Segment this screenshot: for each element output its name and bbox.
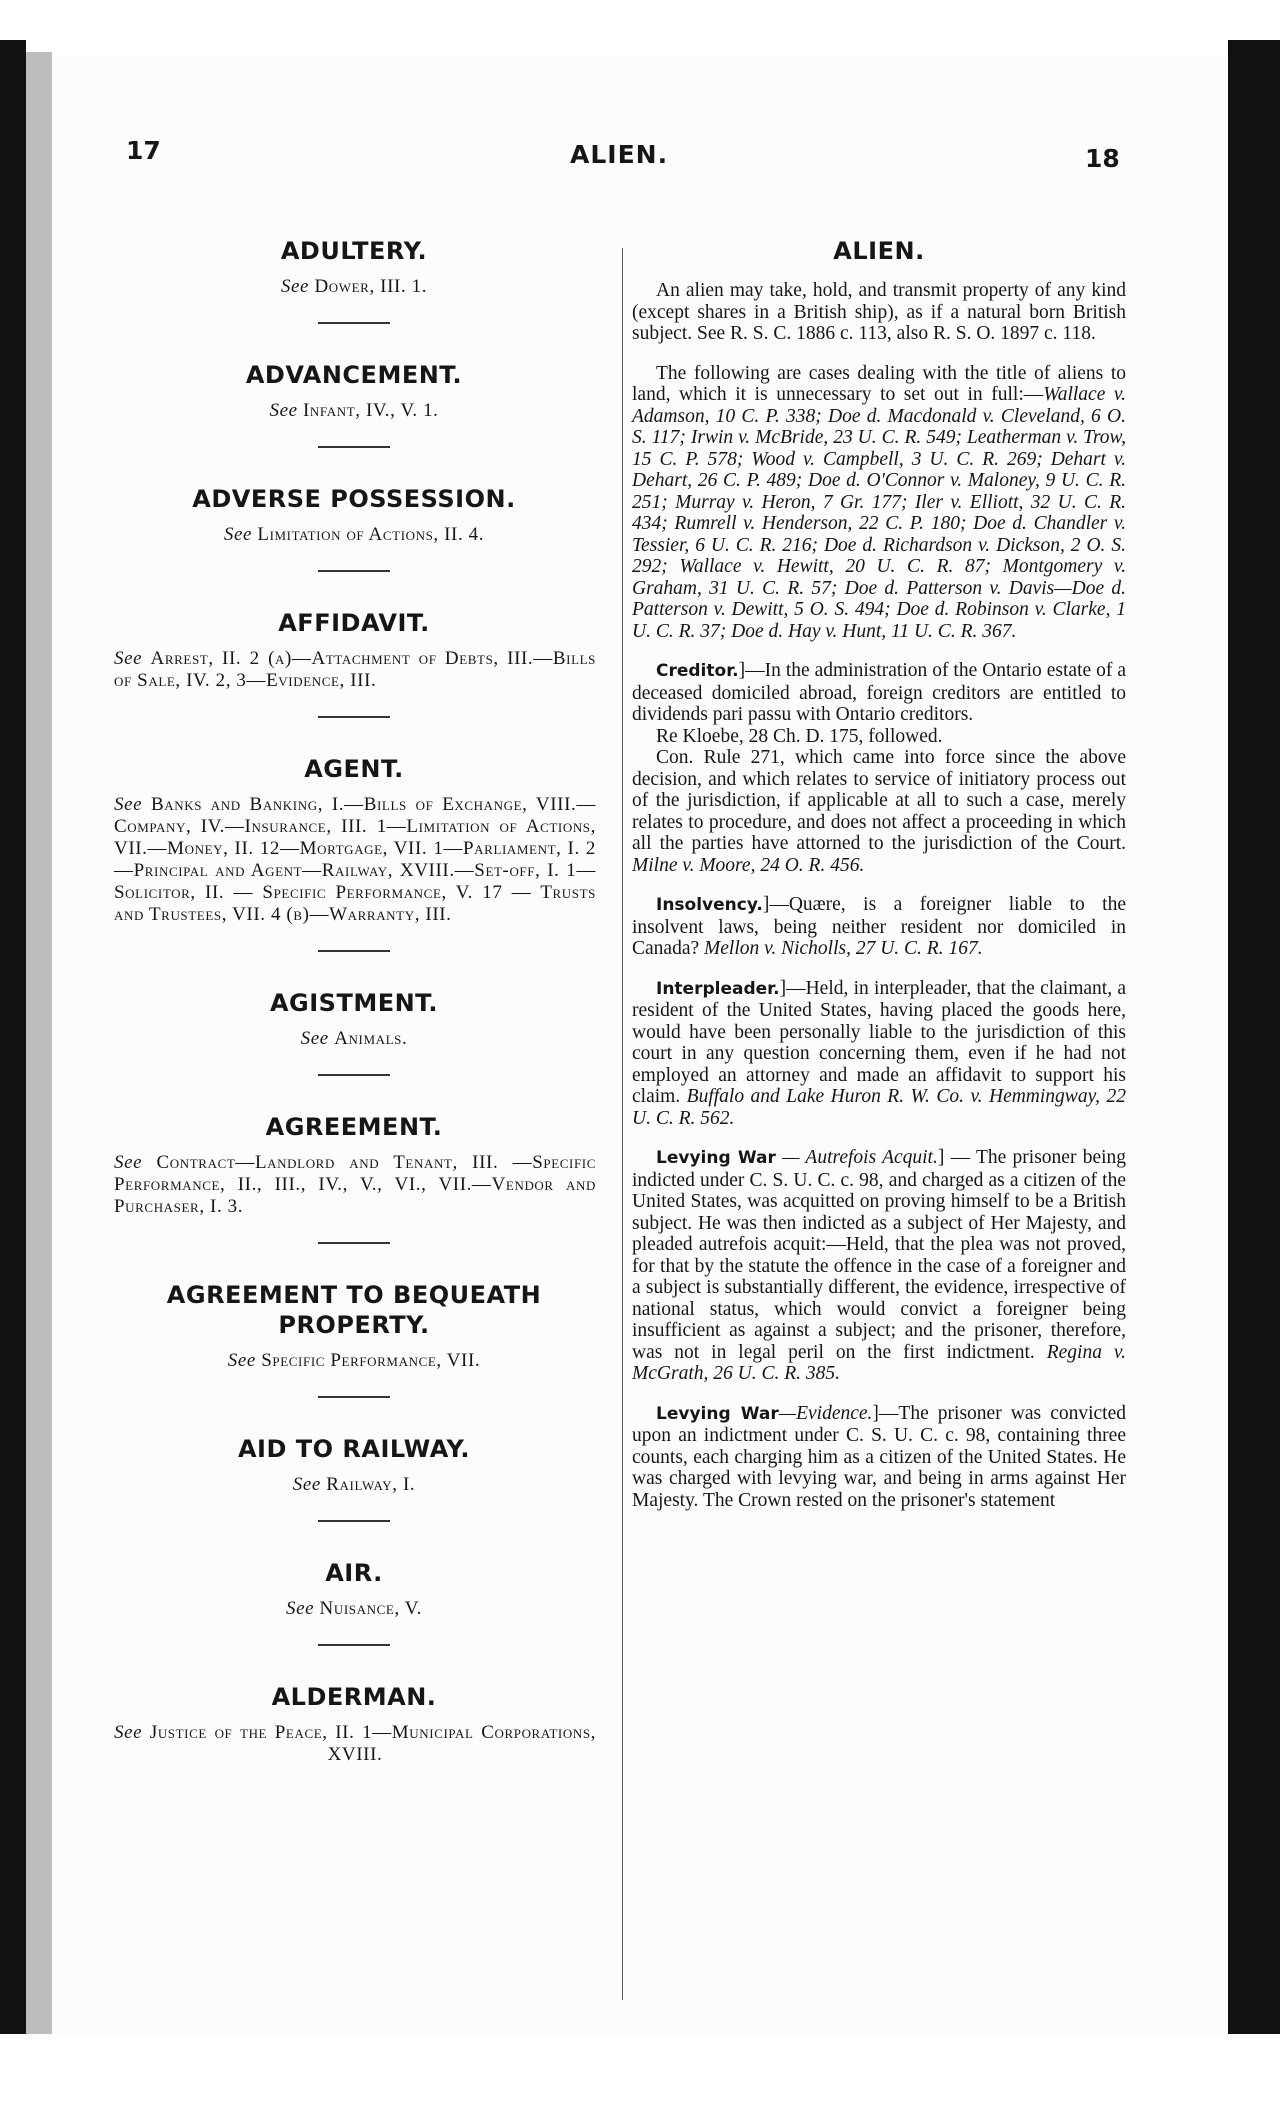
creditor-paragraph	[632, 660, 1126, 726]
entry-heading: ADVERSE POSSESSION.	[192, 485, 516, 513]
insolvency-paragraph	[632, 894, 1126, 960]
section-rule	[318, 1396, 390, 1398]
entry-heading: AGISTMENT.	[269, 989, 439, 1017]
see-reference	[108, 1028, 600, 1050]
see-label: See	[300, 1028, 329, 1049]
entry-heading: AID TO RAILWAY.	[237, 1435, 471, 1463]
cases-paragraph	[632, 363, 1126, 643]
scan-bottom-margin	[0, 2034, 1280, 2112]
interpleader-text: ]—Held, in interpleader, that the claimant, a resident of the United States, having placed the goods here, would have been personally liable to the jurisdiction of this court in any question concerning them, even if he had not employed an attorney and made an affidavit to support his claim.	[632, 977, 1126, 1107]
see-reference	[108, 794, 600, 926]
levying-war-acquit-citation: Regina v. McGrath, 26 U. C. R. 385.	[632, 1341, 1126, 1384]
see-label: See	[286, 1598, 315, 1619]
insolvency-citation: Mellon v. Nicholls, 27 U. C. R. 167.	[704, 938, 983, 959]
entry-air	[108, 1558, 600, 1620]
section-rule	[318, 1074, 390, 1076]
creditor-label: Creditor.	[656, 661, 739, 681]
reference-text: Contract—Landlord and Tenant, III. —Specific Performance, II., III., IV., V., VI., VII.—Vendor and Purchaser, I. 3.	[114, 1152, 596, 1217]
entry-heading: AGREEMENT TO BEQUEATH PROPERTY.	[166, 1281, 542, 1339]
entry-adultery	[108, 236, 600, 298]
see-reference	[108, 400, 600, 422]
section-rule	[318, 716, 390, 718]
creditor-followed: Re Kloebe, 28 Ch. D. 175, followed.	[656, 725, 943, 747]
reference-text: Animals.	[334, 1028, 408, 1049]
entry-heading: AGENT.	[304, 755, 404, 783]
levying-war-label: Levying War	[656, 1148, 776, 1168]
entry-advancement	[108, 360, 600, 422]
interpleader-citation: Buffalo and Lake Huron R. W. Co. v. Hemmingway, 22 U. C. R. 562.	[632, 1086, 1126, 1129]
scan-top-margin	[0, 0, 1280, 56]
see-label: See	[114, 1722, 143, 1743]
creditor-rule-paragraph	[632, 747, 1126, 876]
entry-heading: ADULTERY.	[280, 237, 428, 265]
creditor-citation: Milne v. Moore, 24 O. R. 456.	[632, 854, 865, 876]
levying-war-subtopic: —Evidence.	[778, 1402, 873, 1424]
see-reference	[108, 648, 600, 692]
section-rule	[318, 570, 390, 572]
entry-heading: AGREEMENT.	[265, 1113, 443, 1141]
levying-war-subtopic: — Autrefois Acquit.	[782, 1147, 938, 1168]
cases-intro: The following are cases dealing with the title of aliens to land, which it is unnecessary to set out in full:—	[632, 362, 1126, 405]
interpleader-label: Interpleader.	[656, 978, 780, 999]
see-label: See	[292, 1474, 321, 1495]
reference-text: Specific Performance, VII.	[261, 1350, 481, 1371]
section-rule	[318, 1520, 390, 1522]
levying-war-label: Levying War	[656, 1403, 779, 1424]
see-reference	[108, 1598, 600, 1620]
reference-text: Infant, IV., V. 1.	[303, 400, 439, 421]
see-label: See	[223, 524, 253, 545]
reference-text: Dower, III. 1.	[314, 276, 428, 297]
reference-text: Arrest, II. 2 (a)—Attachment of Debts, III.—Bills of Sale, IV. 2, 3—Evidence, III.	[114, 648, 596, 691]
see-label: See	[114, 648, 143, 669]
column-divider	[622, 248, 623, 2000]
section-rule	[318, 1644, 390, 1646]
entry-adverse-possession	[108, 484, 600, 546]
right-column	[632, 236, 1126, 1511]
reference-text: Railway, I.	[326, 1474, 416, 1495]
creditor-rule: Con. Rule 271, which came into force since the above decision, and which relates to service of initiatory process out of the jurisdiction, if applicable at all to such a case, merely relates to procedure, and does not affect a proceeding in which all the parties have attorned to the jurisdiction of the Court.	[632, 747, 1126, 854]
levying-war-acquit-text: ] — The prisoner being indicted under C. S. U. C. c. 98, and charged as a citizen of the United States, was acquitted on proving himself to be a British subject. He was then indicted as a subject of Her Majesty, and pleaded autrefois acquit:—Held, that the plea was not proved, for that by the statute the offence in the case of a foreigner and a subject is substantially different, the evidence, irrespective of national status, which would convict a foreigner being insufficient as against a subject; and the prisoner, therefore, was not in legal peril on the first indictment.	[632, 1147, 1127, 1363]
entry-heading: ADVANCEMENT.	[245, 361, 463, 389]
see-reference	[108, 1152, 600, 1218]
see-reference	[108, 1350, 600, 1372]
insolvency-text: ]—Quære, is a foreigner liable to the insolvent laws, being neither resident nor domiciled in Canada?	[632, 894, 1126, 959]
see-label: See	[114, 794, 143, 815]
cases-list: Wallace v. Adamson, 10 C. P. 338; Doe d. Macdonald v. Cleveland, 6 O. S. 117; Irwin v. McBride, 23 U. C. R. 549; Leatherman v. Trow, 15 C. P. 578; Wood v. Campbell, 3 U. C. R. 269; Dehart v. Dehart, 26 C. P. 489; Doe d. O'Connor v. Maloney, 9 U. C. R. 251; Murray v. Heron, 7 Gr. 177; Iler v. Elliott, 32 U. C. R. 434; Rumrell v. Henderson, 22 C. P. 180; Doe d. Chandler v. Tessier, 6 U. C. R. 216; Doe d. Richardson v. Dickson, 2 O. S. 292; Wallace v. Hewitt, 20 U. C. R. 87; Montgomery v. Graham, 31 U. C. R. 57; Doe d. Patterson v. Davis—Doe d. Patterson v. Dewitt, 5 O. S. 494; Doe d. Robinson v. Clarke, 1 U. C. R. 37; Doe d. Hay v. Hunt, 11 U. C. R. 367.	[632, 384, 1126, 642]
scan-left-border	[0, 40, 26, 2112]
entry-affidavit	[108, 608, 600, 692]
entry-agent	[108, 754, 600, 926]
alien-heading: ALIEN.	[833, 237, 925, 265]
entry-heading: AIR.	[325, 1559, 383, 1587]
left-column	[108, 236, 600, 1766]
levying-war-evidence-paragraph	[632, 1403, 1126, 1512]
entry-heading: ALDERMAN.	[271, 1683, 437, 1711]
section-rule	[318, 322, 390, 324]
insolvency-label: Insolvency.	[656, 895, 763, 915]
reference-text: Banks and Banking, I.—Bills of Exchange, VIII.—Company, IV.—Insurance, III. 1—Limitation of Actions, VII.—Money, II. 12—Mortgage, VII. 1—Parliament, I. 2—Principal and Agent—Railway, XVIII.—Set-off, I. 1—Solicitor, II. — Specific Performance, V. 17 — Trusts and Trustees, VII. 4 (b)—Warranty, III.	[114, 794, 596, 925]
alien-intro-paragraph: An alien may take, hold, and transmit property of any kind (except shares in a British ship), as if a natural born British subject. See R. S. C. 1886 c. 113, also R. S. O. 1897 c. 118.	[632, 280, 1126, 344]
page-number-right: 18	[1085, 144, 1120, 173]
entry-agistment	[108, 988, 600, 1050]
section-rule	[318, 446, 390, 448]
creditor-text: ]—In the administration of the Ontario estate of a deceased domiciled abroad, foreign creditors are entitled to dividends pari passu with Ontario creditors.	[632, 660, 1126, 725]
reference-text: Limitation of Actions, II. 4.	[257, 524, 485, 545]
levying-war-evidence-text: ]—The prisoner was convicted upon an indictment under C. S. U. C. c. 98, containing three counts, each charging him as a citizen of the United States. He was charged with levying war, and being in arms against Her Majesty. The Crown rested on the prisoner's statement	[632, 1402, 1126, 1511]
scan-right-border	[1228, 40, 1280, 2112]
see-label: See	[280, 276, 310, 297]
see-label: See	[269, 400, 298, 421]
reference-text: Justice of the Peace, II. 1—Municipal Corporations, XVIII.	[149, 1722, 596, 1765]
entry-alderman	[108, 1682, 600, 1766]
entry-agreement-to-bequeath	[108, 1280, 600, 1372]
running-title: ALIEN.	[570, 140, 669, 169]
see-label: See	[227, 1350, 256, 1371]
see-reference	[108, 1474, 600, 1496]
page-number-left: 17	[126, 136, 161, 165]
entry-agreement	[108, 1112, 600, 1218]
section-rule	[318, 950, 390, 952]
see-label: See	[114, 1152, 143, 1173]
see-reference	[108, 276, 600, 298]
entry-aid-to-railway	[108, 1434, 600, 1496]
scan-binding-edge	[26, 52, 52, 2072]
interpleader-paragraph	[632, 978, 1126, 1130]
reference-text: Nuisance, V.	[319, 1598, 422, 1619]
see-reference	[108, 1722, 600, 1766]
page-header	[0, 136, 1280, 176]
entry-heading: AFFIDAVIT.	[278, 609, 430, 637]
levying-war-acquit-paragraph	[632, 1147, 1126, 1385]
section-rule	[318, 1242, 390, 1244]
see-reference	[108, 524, 600, 546]
